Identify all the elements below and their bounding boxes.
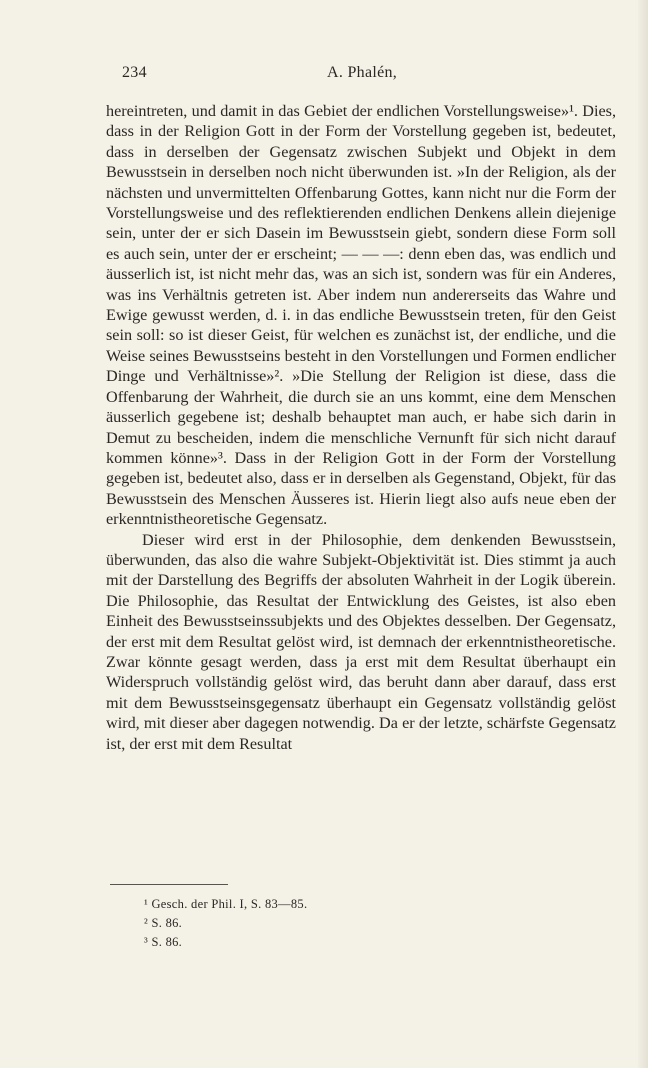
footnote-rule [110, 884, 228, 885]
page-edge-shadow [638, 0, 648, 1068]
paragraph-2: Dieser wird erst in der Philosophie, dem denkenden Bewusstsein, überwunden, das also die wahre Subjekt-Objektivität ist. Dies stimmt ja auch mit der Darstellung des Begriffs der absoluten Wahrheit in der Logik überein. Die Philosophie, das Resultat der Entwicklung des Geistes, ist also eben Einheit des Bewusstseinssubjekts und des Objektes desselben. Der Gegensatz, der erst mit dem Resultat gelöst wird, ist demnach der erkenntnistheoretische. Zwar könnte gesagt werden, dass ja erst mit dem Resultat überhaupt ein Widerspruch vollständig gelöst wird, das beruht dann aber darauf, dass erst mit dem Bewusstseinsgegensatz überhaupt ein Gegensatz vollständig gelöst wird, mit dieser aber dagegen notwendig. Da er der letzte, schärfste Gegensatz ist, der erst mit dem Resultat [106, 530, 616, 753]
footnote-1: ¹ Gesch. der Phil. I, S. 83—85. [144, 897, 308, 911]
footnote-2: ² S. 86. [144, 916, 183, 930]
running-head: A. Phalén, [327, 64, 398, 81]
body-text [106, 101, 616, 754]
footnote-3: ³ S. 86. [144, 935, 183, 949]
page-header [122, 64, 616, 86]
footnotes [144, 895, 307, 952]
paragraph-1: hereintreten, und damit in das Gebiet der endlichen Vorstellungsweise»¹. Dies, dass in der Religion Gott in der Form der Vorstellung gegeben ist, bedeutet, dass in derselben der Gegensatz zwischen Subjekt und Objekt in dem Bewusstsein in derselben noch nicht überwunden ist. »In der Religion, als der nächsten und unvermittelten Offenbarung Gottes, kann nicht nur die Form der Vorstellungsweise und des reflektierenden endlichen Denkens allein diejenige sein, unter der er sich Dasein im Bewusstsein giebt, sondern diese Form soll es auch sein, unter der er erscheint; — — —: denn eben das, was endlich und äusserlich ist, ist nicht mehr das, was an sich ist, sondern was für ein Anderes, was ins Verhältnis getreten ist. Aber indem nun andererseits das Wahre und Ewige gewusst werden, d. i. in das endliche Bewusstsein treten, für den Geist sein soll: so ist dieser Geist, für welchen es zunächst ist, der endliche, und die Weise seines Bewusstseins besteht in den Vorstellungen und Formen endlicher Dinge und Verhältnisse»². »Die Stellung der Religion ist diese, dass die Offenbarung der Wahrheit, die durch sie an uns kommt, eine dem Menschen äusserlich gegebene ist; deshalb behauptet man auch, er habe sich darin in Demut zu bescheiden, indem die menschliche Vernunft für sich nicht darauf kommen könne»³. Dass in der Religion Gott in der Form der Vorstellung gegeben ist, bedeutet also, dass er in derselben als Gegenstand, Objekt, für das Bewusstsein des Menschen Äusseres ist. Hierin liegt also aufs neue eben der erkenntnistheoretische Gegensatz. [106, 102, 616, 529]
page-number: 234 [122, 64, 147, 81]
